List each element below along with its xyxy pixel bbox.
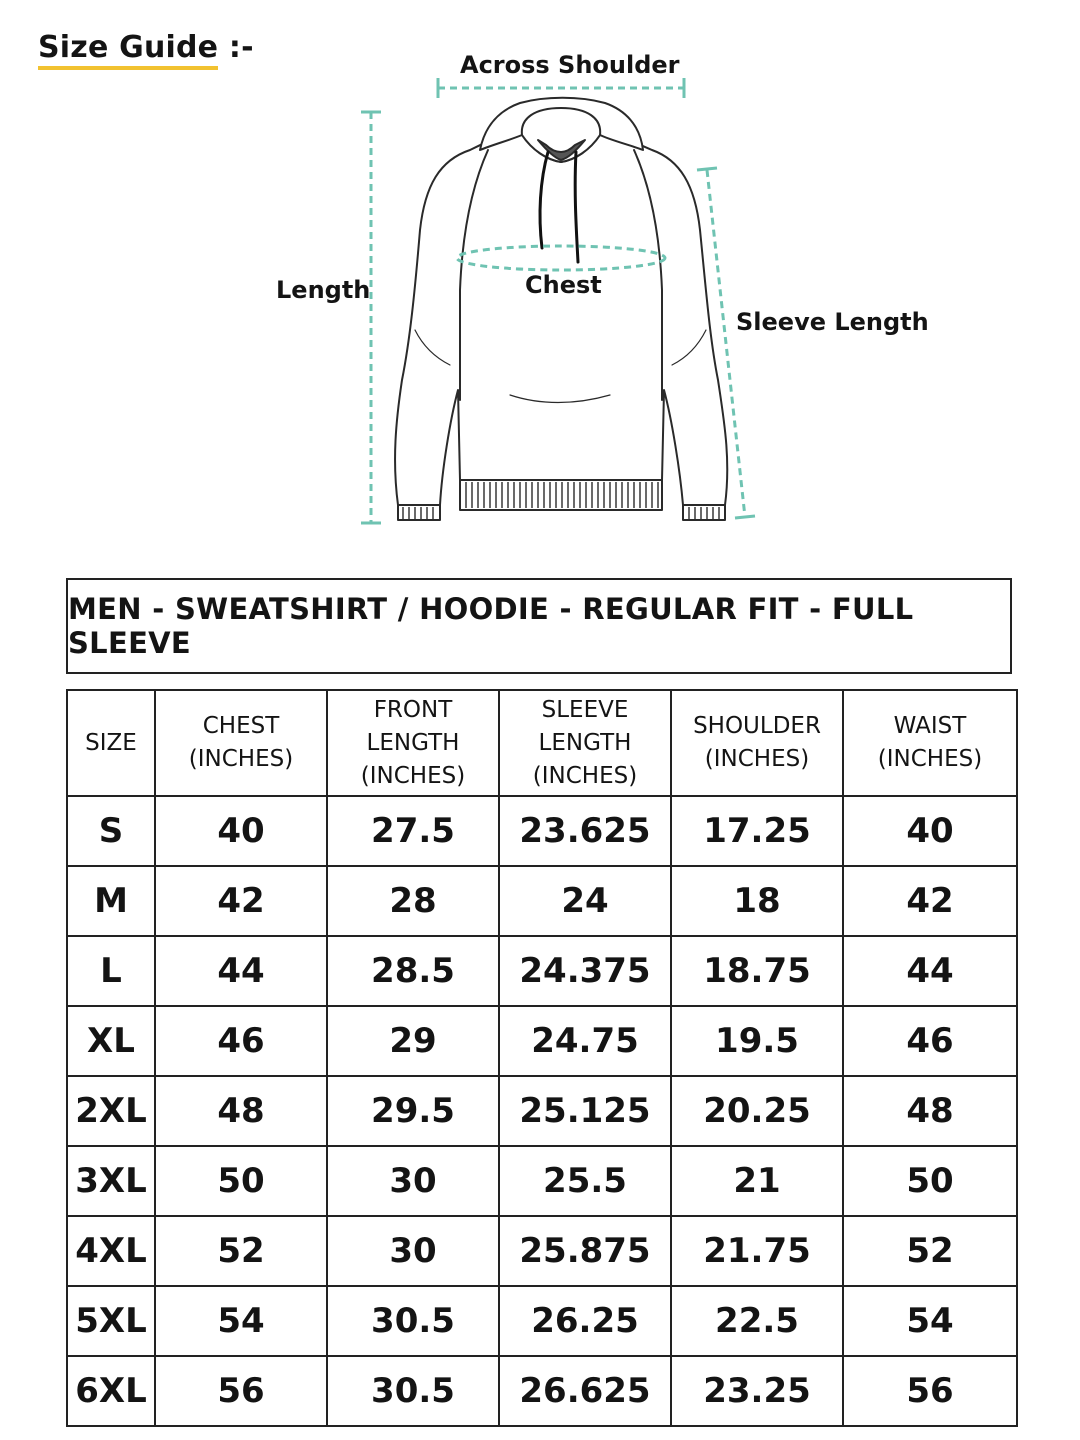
cell-shoulder: 18 bbox=[671, 866, 843, 936]
length-label: Length bbox=[276, 276, 371, 304]
cell-size: L bbox=[67, 936, 155, 1006]
cell-chest: 44 bbox=[155, 936, 327, 1006]
cell-front-length: 30.5 bbox=[327, 1356, 499, 1426]
cell-front-length: 30 bbox=[327, 1216, 499, 1286]
cell-sleeve-length: 24.75 bbox=[499, 1006, 671, 1076]
table-row bbox=[67, 1146, 1017, 1216]
cell-chest: 48 bbox=[155, 1076, 327, 1146]
across-shoulder-label: Across Shoulder bbox=[460, 51, 680, 79]
cell-waist: 54 bbox=[843, 1286, 1017, 1356]
size-guide-title-text: Size Guide bbox=[38, 30, 219, 65]
cell-shoulder: 20.25 bbox=[671, 1076, 843, 1146]
header-sleeve-length: SLEEVE LENGTH (INCHES) bbox=[499, 690, 671, 796]
cell-shoulder: 19.5 bbox=[671, 1006, 843, 1076]
cell-waist: 44 bbox=[843, 936, 1017, 1006]
cell-size: S bbox=[67, 796, 155, 866]
chest-label: Chest bbox=[525, 271, 602, 299]
cell-front-length: 27.5 bbox=[327, 796, 499, 866]
cell-chest: 56 bbox=[155, 1356, 327, 1426]
cell-sleeve-length: 26.25 bbox=[499, 1286, 671, 1356]
cell-chest: 46 bbox=[155, 1006, 327, 1076]
cell-front-length: 29.5 bbox=[327, 1076, 499, 1146]
cell-size: 4XL bbox=[67, 1216, 155, 1286]
cell-shoulder: 17.25 bbox=[671, 796, 843, 866]
size-chart-table bbox=[66, 689, 1018, 1427]
cell-waist: 40 bbox=[843, 796, 1017, 866]
table-row bbox=[67, 1356, 1017, 1426]
table-row bbox=[67, 866, 1017, 936]
table-row bbox=[67, 1216, 1017, 1286]
cell-sleeve-length: 26.625 bbox=[499, 1356, 671, 1426]
size-guide-title-suffix: :- bbox=[228, 30, 254, 65]
cell-size: 2XL bbox=[67, 1076, 155, 1146]
cell-size: 5XL bbox=[67, 1286, 155, 1356]
cell-waist: 50 bbox=[843, 1146, 1017, 1216]
header-waist: WAIST (INCHES) bbox=[843, 690, 1017, 796]
header-shoulder: SHOULDER (INCHES) bbox=[671, 690, 843, 796]
cell-size: 3XL bbox=[67, 1146, 155, 1216]
cell-chest: 52 bbox=[155, 1216, 327, 1286]
header-front-length: FRONT LENGTH (INCHES) bbox=[327, 690, 499, 796]
cell-front-length: 28.5 bbox=[327, 936, 499, 1006]
cell-chest: 50 bbox=[155, 1146, 327, 1216]
cell-shoulder: 23.25 bbox=[671, 1356, 843, 1426]
header-chest: CHEST (INCHES) bbox=[155, 690, 327, 796]
cell-waist: 46 bbox=[843, 1006, 1017, 1076]
table-row bbox=[67, 1076, 1017, 1146]
cell-sleeve-length: 25.875 bbox=[499, 1216, 671, 1286]
cell-sleeve-length: 25.125 bbox=[499, 1076, 671, 1146]
hoodie-illustration bbox=[395, 98, 727, 520]
table-title: MEN - SWEATSHIRT / HOODIE - REGULAR FIT - FULL SLEEVE bbox=[66, 578, 1012, 674]
cell-sleeve-length: 23.625 bbox=[499, 796, 671, 866]
cell-shoulder: 21 bbox=[671, 1146, 843, 1216]
cell-size: M bbox=[67, 866, 155, 936]
table-row bbox=[67, 1286, 1017, 1356]
cell-front-length: 29 bbox=[327, 1006, 499, 1076]
table-row bbox=[67, 936, 1017, 1006]
cell-front-length: 30.5 bbox=[327, 1286, 499, 1356]
cell-waist: 56 bbox=[843, 1356, 1017, 1426]
cell-sleeve-length: 25.5 bbox=[499, 1146, 671, 1216]
header-size: SIZE bbox=[67, 690, 155, 796]
cell-front-length: 30 bbox=[327, 1146, 499, 1216]
cell-waist: 52 bbox=[843, 1216, 1017, 1286]
cell-sleeve-length: 24 bbox=[499, 866, 671, 936]
cell-chest: 42 bbox=[155, 866, 327, 936]
cell-shoulder: 21.75 bbox=[671, 1216, 843, 1286]
cell-front-length: 28 bbox=[327, 866, 499, 936]
cell-size: XL bbox=[67, 1006, 155, 1076]
cell-sleeve-length: 24.375 bbox=[499, 936, 671, 1006]
cell-chest: 54 bbox=[155, 1286, 327, 1356]
cell-waist: 48 bbox=[843, 1076, 1017, 1146]
cell-shoulder: 18.75 bbox=[671, 936, 843, 1006]
cell-chest: 40 bbox=[155, 796, 327, 866]
cell-waist: 42 bbox=[843, 866, 1017, 936]
table-row bbox=[67, 796, 1017, 866]
table-row bbox=[67, 1006, 1017, 1076]
header-row bbox=[67, 690, 1017, 796]
sleeve-length-label: Sleeve Length bbox=[736, 308, 929, 336]
cell-shoulder: 22.5 bbox=[671, 1286, 843, 1356]
cell-size: 6XL bbox=[67, 1356, 155, 1426]
